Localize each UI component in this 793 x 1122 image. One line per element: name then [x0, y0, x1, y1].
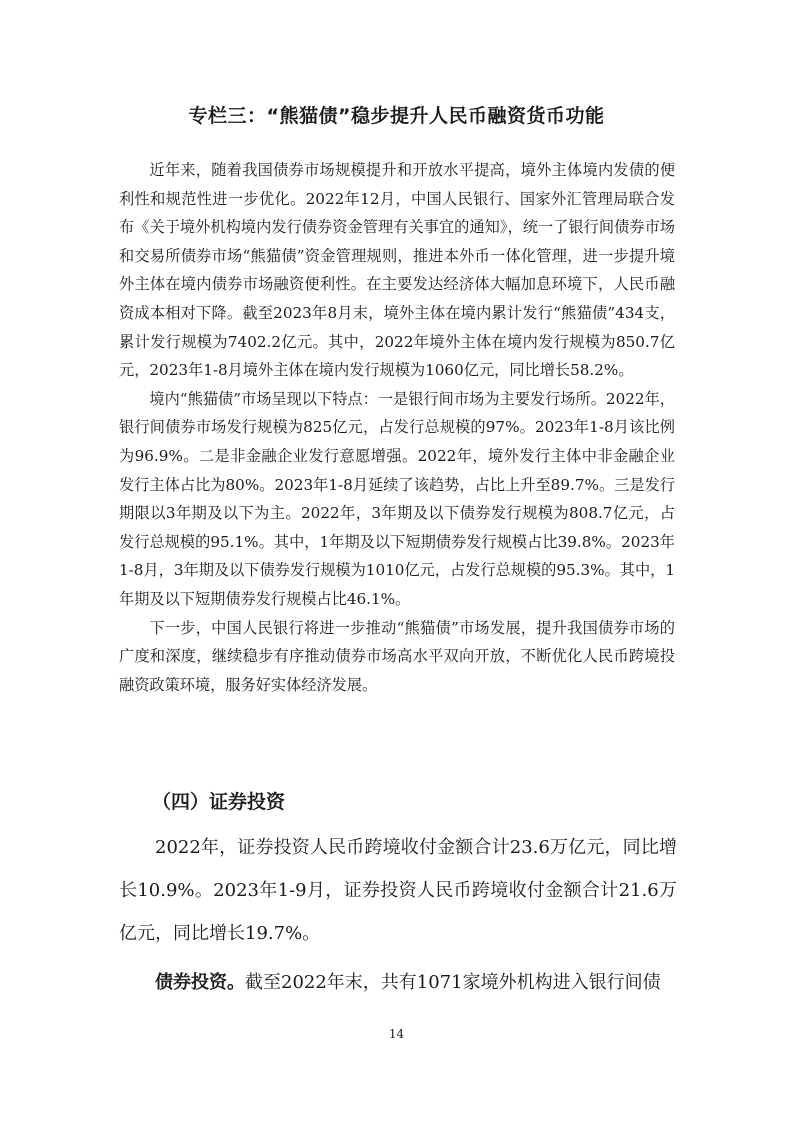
- box-title: 专栏三：“熊猫债”稳步提升人民币融资货币功能: [188, 105, 605, 127]
- main-body: [119, 826, 677, 1004]
- main-paragraph-2: [119, 961, 677, 1004]
- paragraph-lead-heading: 债券投资。: [155, 972, 245, 993]
- box-paragraph-1: 近年来，随着我国债券市场规模提升和开放水平提高，境外主体境内发债的便利性和规范性进一步优化。2022年12月，中国人民银行、国家外汇管理局联合发布《关于境外机构境内发行债券资金管理有关事宜的通知》，统一了银行间债券市场和交易所债券市场“熊猫债”资金管理规则，推进本外币一体化管理，进一步提升境外主体在境内债券市场融资便利性。在主要发达经济体大幅加息环境下，人民币融资成本相对下降。截至2023年8月末，境外主体在境内累计发行“熊猫债”434支，累计发行规模为7402.2亿元。其中，2022年境外主体在境内发行规模为850.7亿元，2023年1-8月境外主体在境内发行规模为1060亿元，同比增长58.2%。: [119, 161, 675, 380]
- section-heading: （四）证券投资: [152, 791, 286, 813]
- paragraph-2-text: 截至2022年末，共有1071家境外机构进入银行间债: [245, 972, 661, 993]
- box-body: [119, 156, 675, 699]
- main-paragraph-1: 2022年，证券投资人民币跨境收付金额合计23.6万亿元，同比增长10.9%。2023年1-9月，证券投资人民币跨境收付金额合计21.6万亿元，同比增长19.7%。: [119, 837, 677, 944]
- box-paragraph-2: 境内“熊猫债”市场呈现以下特点：一是银行间市场为主要发行场所。2022年，银行间债券市场发行规模为825亿元，占发行总规模的97%。2023年1-8月该比例为96.9%。二是非金融企业发行意愿增强。2022年，境外发行主体中非金融企业发行主体占比为80%。2023年1-8月延续了该趋势，占比上升至89.7%。三是发行期限以3年期及以下为主。2022年，3年期及以下债券发行规模为808.7亿元，占发行总规模的95.1%。其中，1年期及以下短期债券发行规模占比39.8%。2023年1-8月，3年期及以下债券发行规模为1010亿元，占发行总规模的95.3%。其中，1年期及以下短期债券发行规模占比46.1%。: [119, 389, 675, 608]
- box-paragraph-3: 下一步，中国人民银行将进一步推动“熊猫债”市场发展，提升我国债券市场的广度和深度，继续稳步有序推动债券市场高水平双向开放，不断优化人民币跨境投融资政策环境，服务好实体经济发展。: [119, 618, 675, 694]
- page-number: 14: [388, 1027, 405, 1041]
